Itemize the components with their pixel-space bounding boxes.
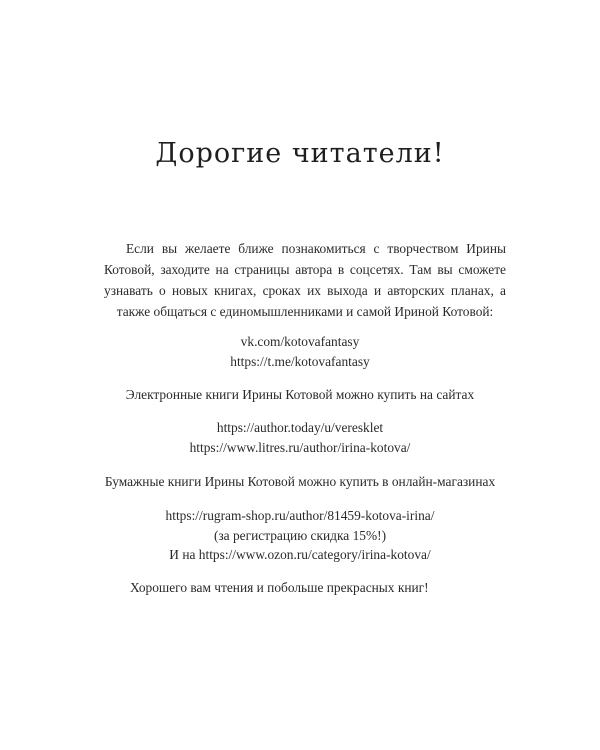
intro-paragraph: Если вы желаете ближе познакомиться с творчеством Ирины Котовой, заходите на страницы автора в соцсетях. Там вы сможете узнавать о новых книгах, сроках их выхода и авторских планах, а также общаться с единомышленниками и самой Ириной Котовой: [104, 241, 506, 319]
rugram-link[interactable] [0, 506, 600, 526]
ebooks-text: Электронные книги Ирины Котовой можно купить на сайтах [125, 387, 475, 402]
author-today-link-text[interactable]: https://author.today/u/veresklet [216, 420, 384, 435]
ozon-line[interactable]: И на https://www.ozon.ru/category/irina-kotova/ [169, 547, 431, 562]
litres-link-text[interactable]: https://www.litres.ru/author/irina-kotova/ [189, 440, 411, 455]
telegram-link-text[interactable]: https://t.me/kotovafantasy [230, 354, 370, 369]
closing-text: Хорошего вам чтения и побольше прекрасных книг! [130, 580, 429, 595]
rugram-link-text[interactable]: https://rugram-shop.ru/author/81459-kotova-irina/ [165, 508, 435, 523]
page-title: Дорогие читатели! [155, 138, 445, 169]
litres-link[interactable] [0, 438, 600, 458]
paper-books-text: Бумажные книги Ирины Котовой можно купить в онлайн-магазинах [104, 474, 496, 489]
author-today-link[interactable] [0, 418, 600, 438]
discount-note: (за регистрацию скидка 15%!) [213, 528, 387, 543]
vk-link[interactable] [0, 332, 600, 352]
vk-link-text[interactable]: vk.com/kotovafantasy [240, 334, 360, 349]
telegram-link[interactable] [0, 352, 600, 372]
